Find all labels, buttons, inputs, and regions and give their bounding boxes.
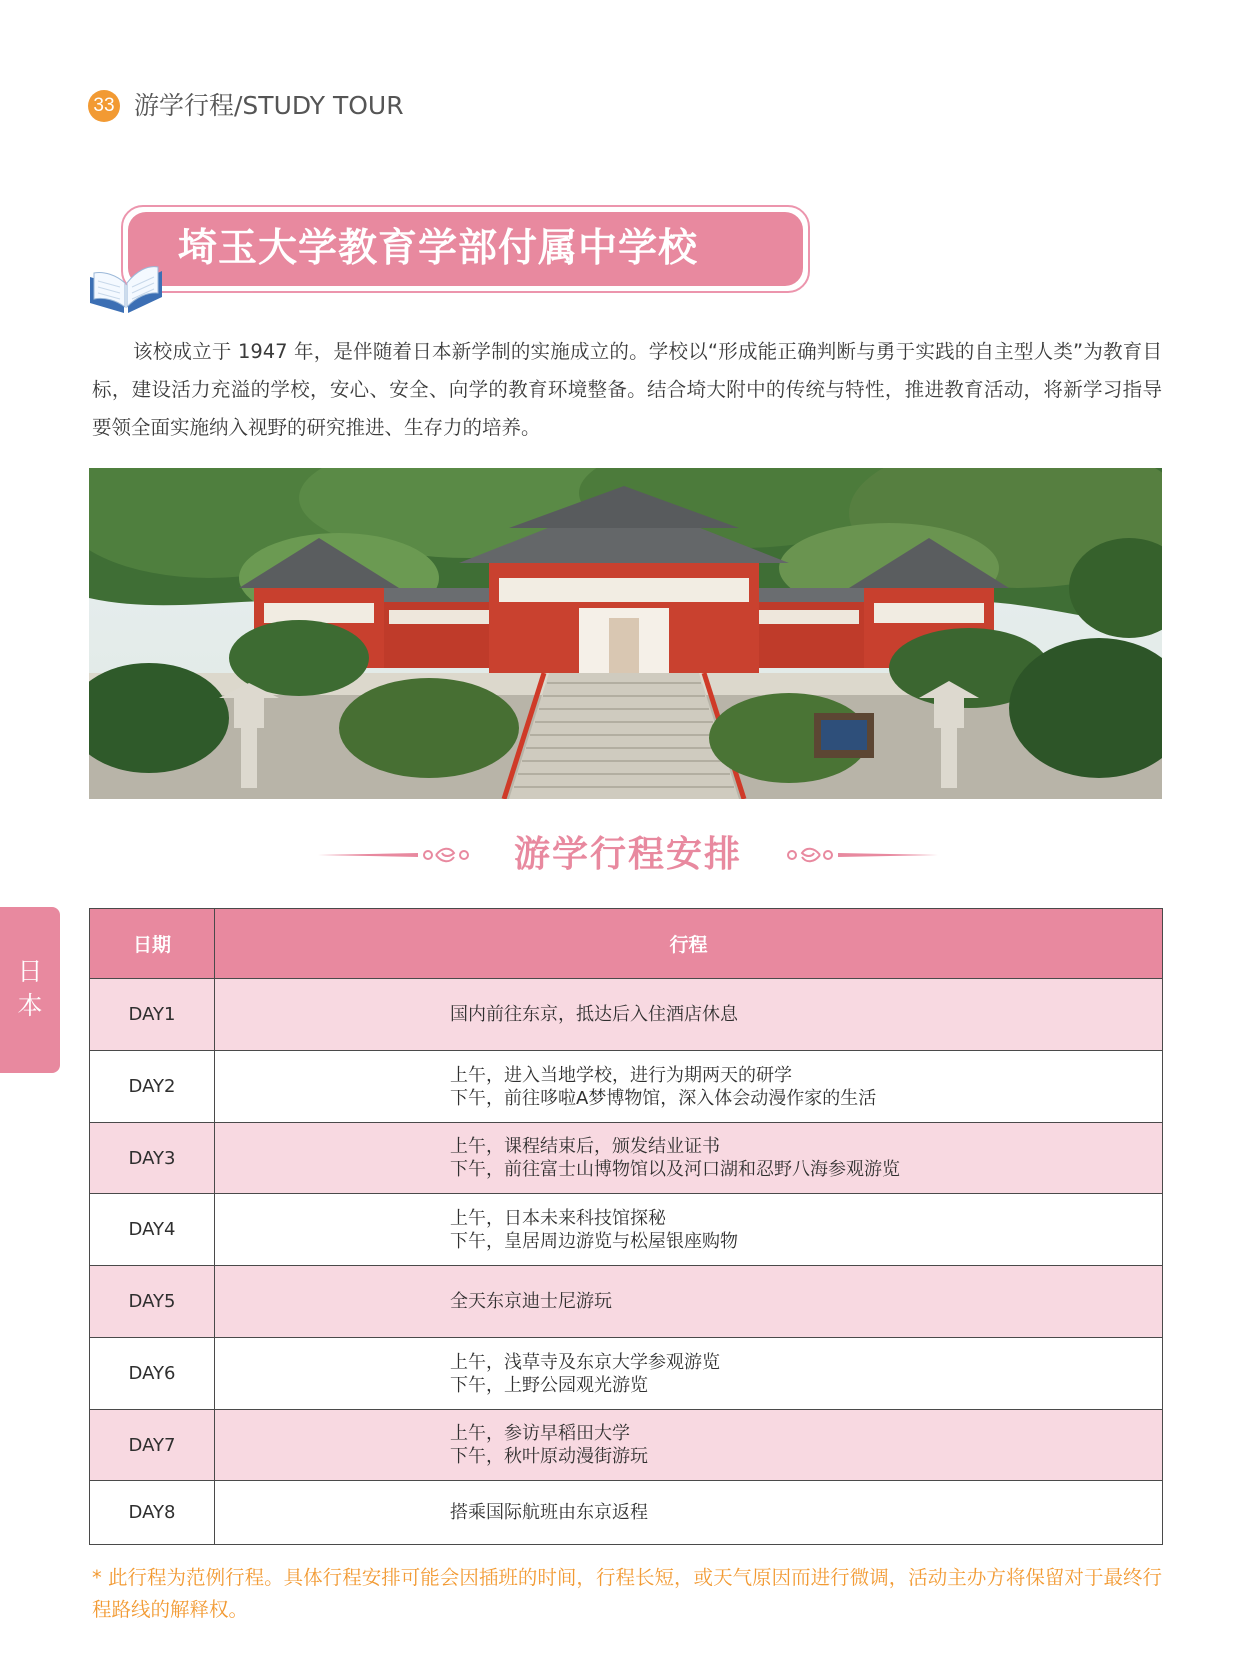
plan-line: 下午，前往哆啦A梦博物馆，深入体会动漫作家的生活 [450,1087,877,1109]
plan-cell [215,1338,1163,1410]
plan-line: 上午，浅草寺及东京大学参观游览 [450,1351,720,1373]
plan-cell [215,1194,1163,1266]
table-row [90,1123,1163,1194]
side-tab-char-2: 本 [17,991,43,1020]
table-header-row [90,909,1163,979]
plan-line: 上午，参访早稻田大学 [450,1423,630,1444]
plan-cell [215,1481,1163,1545]
plan-line: 上午，课程结束后，颁发结业证书 [450,1136,720,1157]
plan-cell [215,1266,1163,1338]
day-cell: DAY4 [90,1194,215,1266]
plan-line: 国内前往东京，抵达后入住酒店休息 [450,1004,738,1025]
table-row [90,1266,1163,1338]
table-row [90,1410,1163,1481]
itinerary-table [89,908,1163,1545]
plan-line: 全天东京迪士尼游玩 [450,1291,612,1312]
plan-line: 下午，前往富士山博物馆以及河口湖和忍野八海参观游览 [450,1159,900,1180]
table-row [90,1338,1163,1410]
day-cell: DAY5 [90,1266,215,1338]
plan-line: 下午，秋叶原动漫街游玩 [450,1446,648,1467]
table-row [90,1481,1163,1545]
plan-cell [215,1410,1163,1481]
school-title: 埼玉大学教育学部付属中学校 [178,226,699,271]
table-row [90,1194,1163,1266]
school-intro: 该校成立于 1947 年，是伴随着日本新学制的实施成立的。学校以“形成能正确判断与勇于实践的自主型人类”为教育目标，建设活力充溢的学校，安心、安全、向学的教育环境整备。结合埼大附中的传统与特性，推进教育活动，将新学习指导要领全面实施纳入视野的研究推进、生存力的培养。 [92,340,1162,439]
shrine-photo [89,468,1162,799]
plan-line: 上午，日本未来科技馆探秘 [450,1207,666,1229]
plan-cell [215,1051,1163,1123]
itinerary-footnote: * 此行程为范例行程。具体行程安排可能会因插班的时间，行程长短，或天气原因而进行微调，活动主办方将保留对于最终行程路线的解释权。 [92,1566,1162,1621]
ornament-right-icon [778,845,938,865]
table-row [90,1051,1163,1123]
plan-line: 下午，皇居周边游览与松屋银座购物 [450,1230,738,1252]
plan-line: 搭乘国际航班由东京返程 [450,1502,648,1523]
day-cell: DAY6 [90,1338,215,1410]
school-title-banner [121,205,810,293]
day-cell: DAY1 [90,979,215,1051]
section-title: 游学行程安排 [513,834,742,875]
plan-line: 上午，进入当地学校，进行为期两天的研学 [450,1064,792,1086]
day-cell: DAY7 [90,1410,215,1481]
day-cell: DAY8 [90,1481,215,1545]
country-side-tab [0,907,60,1073]
day-cell: DAY2 [90,1051,215,1123]
open-book-icon [86,257,166,315]
header-plan: 行程 [215,909,1163,979]
header-title: 游学行程/STUDY TOUR [134,91,404,120]
itinerary-section-heading [318,832,938,878]
plan-line: 下午，上野公园观光游览 [450,1374,648,1396]
side-tab-char-1: 日 [17,957,43,986]
table-row [90,979,1163,1051]
plan-cell [215,979,1163,1051]
plan-cell [215,1123,1163,1194]
header-date: 日期 [90,909,215,979]
page-number-badge: 33 [88,90,120,122]
day-cell: DAY3 [90,1123,215,1194]
